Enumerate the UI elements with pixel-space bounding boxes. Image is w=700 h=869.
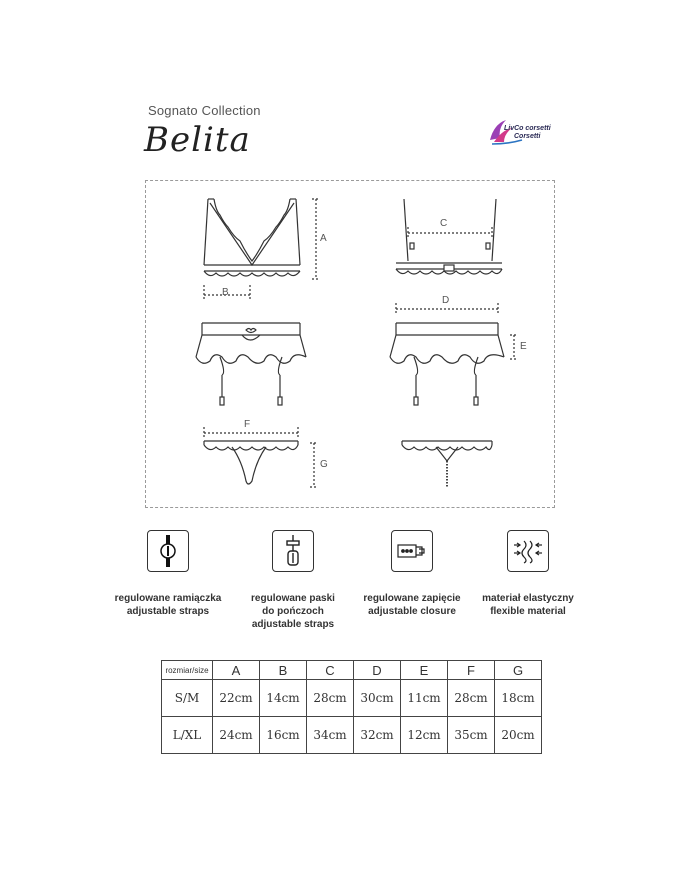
brand-swoosh-icon bbox=[488, 114, 548, 150]
dimension-label-a: A bbox=[320, 233, 327, 244]
table-cell: 28cm bbox=[307, 680, 354, 717]
column-header: G bbox=[495, 661, 542, 680]
table-cell: 16cm bbox=[260, 717, 307, 754]
dimension-label-g: G bbox=[320, 459, 328, 470]
table-cell: 28cm bbox=[448, 680, 495, 717]
column-header: E bbox=[401, 661, 448, 680]
column-header: B bbox=[260, 661, 307, 680]
table-cell: 14cm bbox=[260, 680, 307, 717]
table-cell: 22cm bbox=[213, 680, 260, 717]
garter-clip-icon bbox=[272, 530, 314, 572]
feature-label-pl: materiał elastyczny bbox=[482, 593, 574, 604]
column-header: F bbox=[448, 661, 495, 680]
size-label: L/XL bbox=[162, 717, 213, 754]
bra-back-sketch bbox=[396, 199, 502, 274]
size-table-corner: rozmiar/size bbox=[162, 661, 213, 680]
thong-back-sketch bbox=[402, 441, 492, 487]
table-cell: 11cm bbox=[401, 680, 448, 717]
feature-label-en: adjustable closure bbox=[368, 606, 456, 617]
size-table bbox=[161, 660, 542, 754]
table-cell: 18cm bbox=[495, 680, 542, 717]
feature-label-en: adjustable straps bbox=[126, 606, 210, 617]
stretch-arrows-icon bbox=[507, 530, 549, 572]
dimension-label-e: E bbox=[520, 341, 527, 352]
table-row bbox=[162, 680, 542, 717]
table-cell: 35cm bbox=[448, 717, 495, 754]
table-row bbox=[162, 717, 542, 754]
table-cell: 12cm bbox=[401, 717, 448, 754]
dimension-label-b: B bbox=[222, 287, 229, 298]
brand-name-line-2: Corsetti bbox=[514, 133, 541, 140]
dimension-label-d: D bbox=[442, 295, 450, 306]
column-header: C bbox=[307, 661, 354, 680]
table-cell: 24cm bbox=[213, 717, 260, 754]
feature-label-en: adjustable straps bbox=[251, 619, 335, 630]
dimension-label-f: F bbox=[244, 419, 251, 430]
feature-adjustable-closure bbox=[347, 530, 477, 618]
measurement-diagram bbox=[145, 180, 555, 508]
column-header: D bbox=[354, 661, 401, 680]
collection-name: Sognato Collection bbox=[148, 103, 261, 118]
size-table-header bbox=[162, 661, 542, 680]
feature-adjustable-straps bbox=[103, 530, 233, 618]
feature-label-pl: regulowane paski bbox=[251, 593, 335, 604]
feature-label-pl: regulowane zapięcie bbox=[363, 593, 461, 604]
bra-front-sketch bbox=[204, 199, 320, 301]
feature-adjustable-garter-straps bbox=[228, 530, 358, 631]
table-cell: 32cm bbox=[354, 717, 401, 754]
feature-label-pl: do pończoch bbox=[262, 606, 324, 617]
column-header: A bbox=[213, 661, 260, 680]
brand-name-line-1: LivCo corsetti bbox=[504, 125, 551, 132]
size-label: S/M bbox=[162, 680, 213, 717]
table-cell: 34cm bbox=[307, 717, 354, 754]
product-name: Belita bbox=[144, 120, 251, 160]
table-cell: 20cm bbox=[495, 717, 542, 754]
feature-label-pl: regulowane ramiączka bbox=[114, 593, 222, 604]
feature-label-en: flexible material bbox=[490, 606, 566, 617]
dimension-label-c: C bbox=[440, 218, 448, 229]
garter-belt-front-sketch bbox=[196, 323, 306, 405]
garter-belt-back-sketch bbox=[390, 303, 518, 405]
brand-logo bbox=[488, 114, 551, 150]
table-cell: 30cm bbox=[354, 680, 401, 717]
thong-front-sketch bbox=[204, 427, 318, 487]
strap-slider-icon bbox=[147, 530, 189, 572]
hook-closure-icon bbox=[391, 530, 433, 572]
feature-flexible-material bbox=[463, 530, 593, 618]
